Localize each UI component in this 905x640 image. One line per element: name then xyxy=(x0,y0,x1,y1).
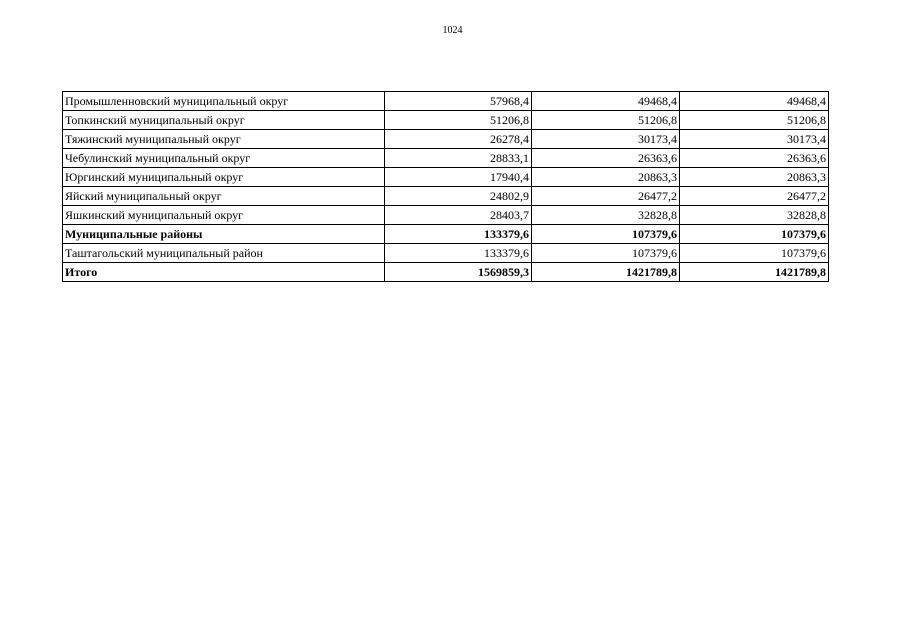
budget-table xyxy=(62,91,829,282)
row-value-2: 1421789,8 xyxy=(532,263,680,282)
row-value-1: 51206,8 xyxy=(385,111,532,130)
table-row xyxy=(63,92,829,111)
row-name: Яйский муниципальный округ xyxy=(63,187,385,206)
row-value-1: 24802,9 xyxy=(385,187,532,206)
row-value-3: 51206,8 xyxy=(680,111,829,130)
row-value-1: 17940,4 xyxy=(385,168,532,187)
row-value-3: 49468,4 xyxy=(680,92,829,111)
row-value-1: 57968,4 xyxy=(385,92,532,111)
row-value-2: 26477,2 xyxy=(532,187,680,206)
row-value-3: 107379,6 xyxy=(680,225,829,244)
row-value-3: 20863,3 xyxy=(680,168,829,187)
row-name: Таштагольский муниципальный район xyxy=(63,244,385,263)
row-value-3: 26363,6 xyxy=(680,149,829,168)
table-row xyxy=(63,168,829,187)
table-row xyxy=(63,111,829,130)
table-row xyxy=(63,187,829,206)
page-number: 1024 xyxy=(442,25,463,36)
row-value-2: 51206,8 xyxy=(532,111,680,130)
row-value-2: 30173,4 xyxy=(532,130,680,149)
row-value-2: 107379,6 xyxy=(532,244,680,263)
table-body xyxy=(63,92,829,282)
row-value-2: 107379,6 xyxy=(532,225,680,244)
row-name: Яшкинский муниципальный округ xyxy=(63,206,385,225)
row-value-2: 32828,8 xyxy=(532,206,680,225)
row-value-3: 107379,6 xyxy=(680,244,829,263)
row-name: Промышленновский муниципальный округ xyxy=(63,92,385,111)
row-value-3: 30173,4 xyxy=(680,130,829,149)
table-row xyxy=(63,149,829,168)
row-value-2: 20863,3 xyxy=(532,168,680,187)
row-value-1: 26278,4 xyxy=(385,130,532,149)
row-value-3: 1421789,8 xyxy=(680,263,829,282)
row-value-3: 32828,8 xyxy=(680,206,829,225)
row-value-1: 28833,1 xyxy=(385,149,532,168)
table-row xyxy=(63,263,829,282)
row-value-1: 133379,6 xyxy=(385,225,532,244)
row-value-1: 28403,7 xyxy=(385,206,532,225)
row-name: Муниципальные районы xyxy=(63,225,385,244)
row-name: Итого xyxy=(63,263,385,282)
row-value-2: 26363,6 xyxy=(532,149,680,168)
table-row xyxy=(63,225,829,244)
table-row xyxy=(63,244,829,263)
row-value-2: 49468,4 xyxy=(532,92,680,111)
row-value-1: 1569859,3 xyxy=(385,263,532,282)
row-name: Топкинский муниципальный округ xyxy=(63,111,385,130)
row-value-3: 26477,2 xyxy=(680,187,829,206)
row-value-1: 133379,6 xyxy=(385,244,532,263)
row-name: Тяжинский муниципальный округ xyxy=(63,130,385,149)
row-name: Чебулинский муниципальный округ xyxy=(63,149,385,168)
table-row xyxy=(63,206,829,225)
row-name: Юргинский муниципальный округ xyxy=(63,168,385,187)
table-row xyxy=(63,130,829,149)
